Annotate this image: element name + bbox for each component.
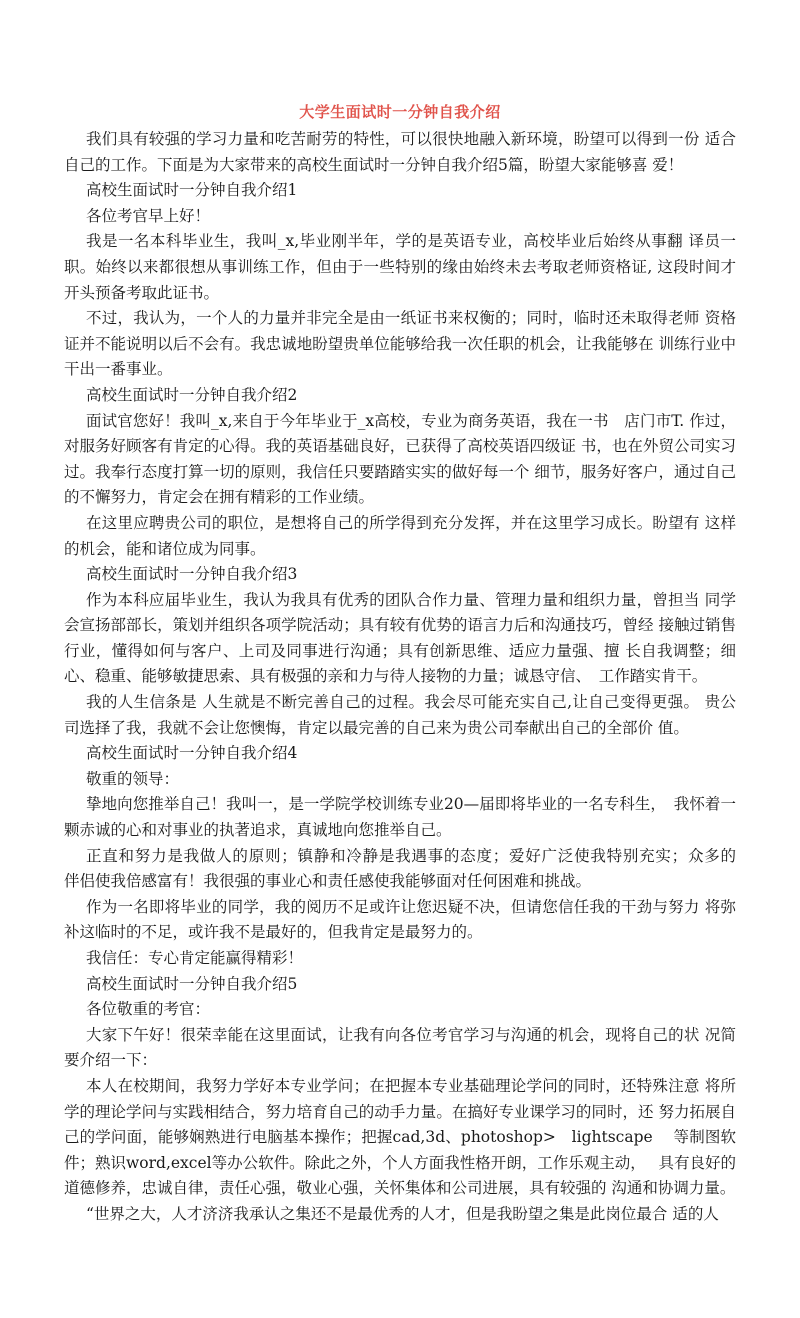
body-paragraph: “世界之大，人才济济我承认之集还不是最优秀的人才，但是我盼望之集是此岗位最合 适的人 (86, 1204, 719, 1223)
body-paragraph: 不过，我认为，一个人的力量并非完全是由一纸证书来权衡的；同时，临时还未取得老师 资格证并不能说明以后不会有。我忠诚地盼望贵单位能够给我一次任职的机会，让我能够在 训练行业中干出一番事业。 (64, 309, 736, 379)
greeting-paragraph: 敬重的领导： (86, 769, 180, 788)
section-heading-3: 高校生面试时一分钟自我介绍3 (86, 565, 298, 584)
body-paragraph: 在这里应聘贵公司的职位，是想将自己的所学得到充分发挥，并在这里学习成长。盼望有 这样的机会，能和诸位成为同事。 (64, 513, 736, 558)
section-heading-1: 高校生面试时一分钟自我介绍1 (86, 181, 298, 200)
body-paragraph: 作为一名即将毕业的同学，我的阅历不足或许让您迟疑不决，但请您信任我的干劲与努力 将弥补这临时的不足，或许我不是最好的，但我肯定是最努力的。 (64, 897, 736, 942)
greeting-paragraph: 各位考官早上好！ (86, 206, 211, 225)
body-paragraph: 本人在校期间，我努力学好本专业学问；在把握本专业基础理论学问的同时，还特殊注意 将所学的理论学问与实践相结合，努力培育自己的动手力量。在搞好专业课学习的同时，还 努力拓展自己的学问面，能够娴熟进行电脑基本操作；把握cad,3d、photoshop> lightscape 等制图软件；熟识word,excel等办公软件。除此之外，个人方面我性格开朗，工作乐观主动， 具有良好的道德修养，忠诚自律，责任心强，敬业心强，关怀集体和公司进展，具有较强的 沟通和协调力量。 (64, 1076, 736, 1198)
body-paragraph: 我信任：专心肯定能赢得精彩！ (86, 949, 304, 967)
body-paragraph: 我是一名本科毕业生，我叫_x,毕业刚半年，学的是英语专业，高校毕业后始终从事翻 译员一职。始终以来都很想从事训练工作，但由于一些特别的缘由始终未去考取老师资格证, 这段时间才开头预备考取此证书。 (64, 232, 736, 302)
intro-paragraph: 我们具有较强的学习力量和吃苦耐劳的特性，可以很快地融入新环境，盼望可以得到一份 适合自己的工作。下面是为大家带来的高校生面试时一分钟自我介绍5篇，盼望大家能够喜 爱！ (64, 130, 736, 174)
body-paragraph: 正直和努力是我做人的原则；镇静和冷静是我遇事的态度；爱好广泛使我特别充实；众多的 伴侣使我倍感富有！我很强的事业心和责任感使我能够面对任何困难和挑战。 (64, 846, 752, 891)
greeting-paragraph: 各位敬重的考官： (86, 1000, 211, 1019)
section-heading-4: 高校生面试时一分钟自我介绍4 (86, 744, 298, 763)
section-heading-5: 高校生面试时一分钟自我介绍5 (86, 974, 298, 993)
body-paragraph: 作为本科应届毕业生，我认为我具有优秀的团队合作力量、管理力量和组织力量，曾担当 同学会宣扬部部长，策划并组织各项学院活动；具有较有优势的语言力后和沟通技巧，曾经 接触过销售行业，懂得如何与客户、上司及同事进行沟通；具有创新思维、适应力量强、擅 长自我调整；细心、稳重、能够敏捷思索、具有极强的亲和力与待人接物的力量；诚恳守信、 工作踏实肯干。 (64, 590, 736, 686)
body-paragraph: 我的人生信条是 人生就是不断完善自己的过程。我会尽可能充实自己,让自己变得更强。 贵公司选择了我，我就不会让您懊悔，肯定以最完善的自己来为贵公司奉献出自己的全部价 值。 (64, 693, 736, 737)
document-title: 大学生面试时一分钟自我介绍 (299, 103, 501, 121)
body-paragraph: 面试官您好！我叫_x,来自于今年毕业于_x高校，专业为商务英语，我在一书 店门市T. 作过，对服务好顾客有肯定的心得。我的英语基础良好，已获得了高校英语四级证 书，也在外贸公司实习过。我奉行态度打算一切的原则，我信任只要踏踏实实的做好每一个 细节，服务好客户，通过自己的不懈努力，肯定会在拥有精彩的工作业绩。 (64, 411, 736, 507)
document-page (64, 98, 752, 1228)
body-paragraph: 大家下午好！很荣幸能在这里面试，让我有向各位考官学习与沟通的机会，现将自己的状 况简要介绍一下： (64, 1025, 736, 1070)
section-heading-2: 高校生面试时一分钟自我介绍2 (86, 385, 298, 404)
body-paragraph: 挚地向您推举自己！我叫一，是一学院学校训练专业20—届即将毕业的一名专科生， 我怀着一颗赤诚的心和对事业的执著追求，真诚地向您推举自己。 (64, 795, 736, 840)
